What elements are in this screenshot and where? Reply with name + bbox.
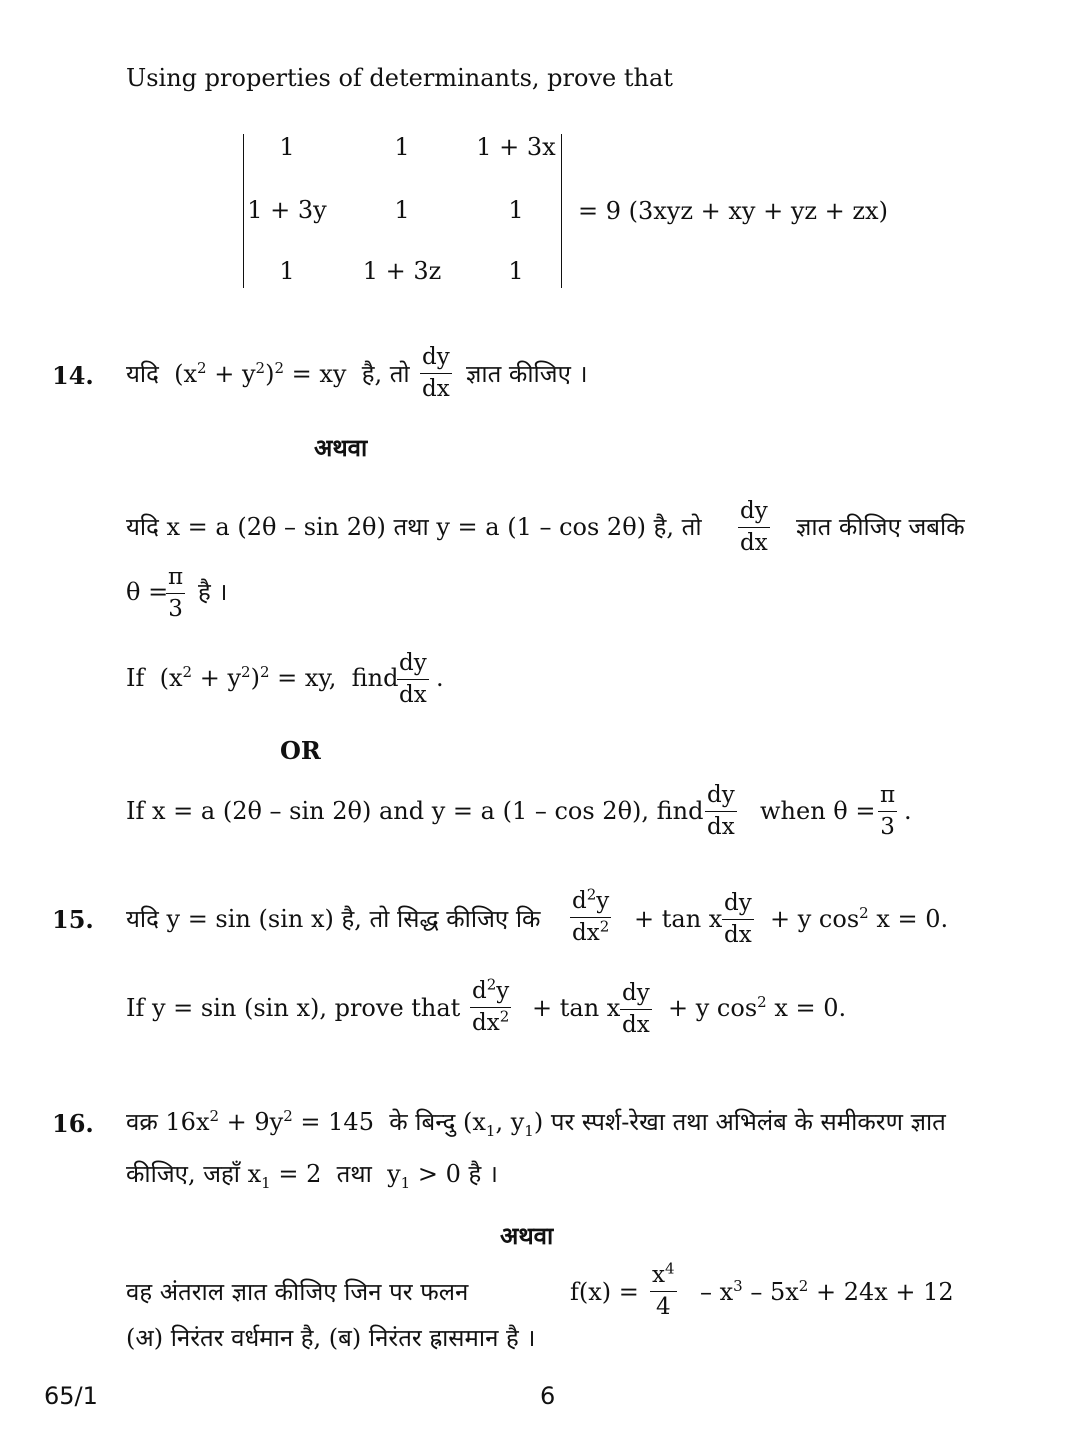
q15-hindi-tanx: + tan x [634,905,723,933]
frac-num: dy [707,782,735,808]
q14-hindi-b2-end: है । [198,578,228,606]
q15-english-end: + y $\cos^2 x = 0$. [668,993,847,1022]
q16-line1-rest: पर स्पर्श-रेखा तथा अभिलंब के समीकरण ज्ञात [550,1108,946,1136]
q15-hindi-dydx [722,890,754,948]
frac-den: $dx^2$ [572,917,610,946]
frac-num: dy [724,890,752,916]
q16-tatha: तथा [336,1160,372,1188]
frac-num: $d^2y$ [472,975,510,1004]
q14-hindi-a: यदि $(x^2 + y^2)^2$ = xy है, तो [126,359,410,388]
q14-or: OR [280,736,321,765]
question-number-15: 15. [52,905,94,934]
det-r2c2: 1 [394,196,410,224]
question-number-14: 14. [52,361,94,390]
frac-den: 4 [655,1294,671,1320]
q14-english-dydx [397,650,429,708]
q16-line4: (अ) निरंतर वर्धमान है, (ब) निरंतर ह्रासमान है । [126,1324,536,1352]
frac-num: π [168,564,184,590]
frac-num: dy [622,980,650,1006]
frac-num: $d^2y$ [572,885,610,914]
det-r3c3: 1 [508,257,524,285]
q13-intro: Using properties of determinants, prove that [126,64,673,92]
frac-den: dx [707,814,735,840]
q14-en-if: If [126,664,145,692]
q15-english-dydx [620,980,652,1038]
q14-english-a: If $(x^2 + y^2)^2$ = xy, find [126,663,399,692]
frac-den: $dx^2$ [472,1007,510,1036]
q16-x4-over-4 [650,1259,677,1320]
q14-hindi-b1: यदि x = a (2θ – sin 2θ) तथा y = a (1 – cos 2θ) है, तो [126,513,702,541]
q15-hindi-d2ydx2 [570,885,611,946]
frac-num: $x^4$ [652,1259,675,1288]
q15-hindi-end: + y $\cos^2 x = 0$. [770,904,949,933]
det-r3c1: 1 [279,257,295,285]
q14-hindi-b-dydx [738,498,770,556]
det-r3c2: 1 + 3z [362,257,442,285]
q14-athva: अथवा [314,433,368,462]
q15-english-d2ydx2 [470,975,511,1036]
q16-fx: f(x) = [570,1278,639,1306]
q15-english: If y = sin (sin x), prove that [126,994,461,1022]
det-r1c1: 1 [279,133,295,161]
frac-num: dy [422,344,450,370]
frac-den: dx [622,1012,650,1038]
det-r1c3: 1 + 3x [476,133,556,161]
q14-hindi-b1-end: ज्ञात कीजिए जबकि [796,513,965,541]
det-r2c3: 1 [508,196,524,224]
frac-num: π [880,782,896,808]
q14-hindi-b2-lhs: θ = [126,578,169,606]
q16-athva: अथवा [500,1221,554,1250]
q14-hindi-b2-pi3 [166,564,185,622]
q16-hai: है । [468,1160,498,1188]
q16-line3: वह अंतराल ज्ञात कीजिए जिन पर फलन [126,1278,469,1306]
q15-english-tanx: + tan x [532,994,621,1022]
frac-num: dy [399,650,427,676]
q16-line1: वक्र $16x^2 + 9y^2 = 145$ के बिन्दु ($x_1$, $y_1$) पर स्पर्श-रेखा तथा अभिलंब के समीकरण ज्ञात [126,1107,946,1140]
frac-den: 3 [880,814,895,840]
q14-en-find: find [351,664,399,692]
q16-jahan: कीजिए, जहाँ [126,1160,240,1188]
page-number: 6 [540,1382,556,1410]
q16-fx-rest: – $x^3 - 5x^2 + 24x + 12$ [700,1277,954,1306]
q14-english-b-dydx [705,782,737,840]
det-r1c2: 1 [394,133,410,161]
q16-vakra: वक्र [126,1108,158,1136]
determinant-rhs: = 9 (3xyz + xy + yz + zx) [578,197,888,225]
paper-code: 65/1 [44,1382,98,1410]
det-r2c1: 1 + 3y [247,196,327,224]
frac-den: dx [740,530,768,556]
frac-den: 3 [168,596,183,622]
q14-english-period: . [436,664,444,692]
q14-hindi-tail: है, तो [361,360,410,388]
q14-english-b-pi3 [878,782,897,840]
q14-hindi-end: ज्ञात कीजिए । [466,360,588,388]
frac-den: dx [724,922,752,948]
q16-line2: कीजिए, जहाँ $x_1 = 2$ तथा $y_1 > 0$ है । [126,1160,498,1192]
q14-english-b: If x = a (2θ – sin 2θ) and y = a (1 – cos 2θ), find [126,797,704,825]
q14-hindi-dydx [420,344,452,402]
frac-den: dx [422,376,450,402]
question-number-16: 16. [52,1109,94,1138]
q16-bindu: के बिन्दु [389,1108,456,1136]
frac-num: dy [740,498,768,524]
q15-hindi: यदि y = sin (sin x) है, तो सिद्ध कीजिए कि [126,905,541,933]
q14-english-b-period: . [904,797,912,825]
q14-hindi-yadi: यदि [126,360,159,388]
q14-english-b-when: when θ = [760,797,876,825]
frac-den: dx [399,682,427,708]
